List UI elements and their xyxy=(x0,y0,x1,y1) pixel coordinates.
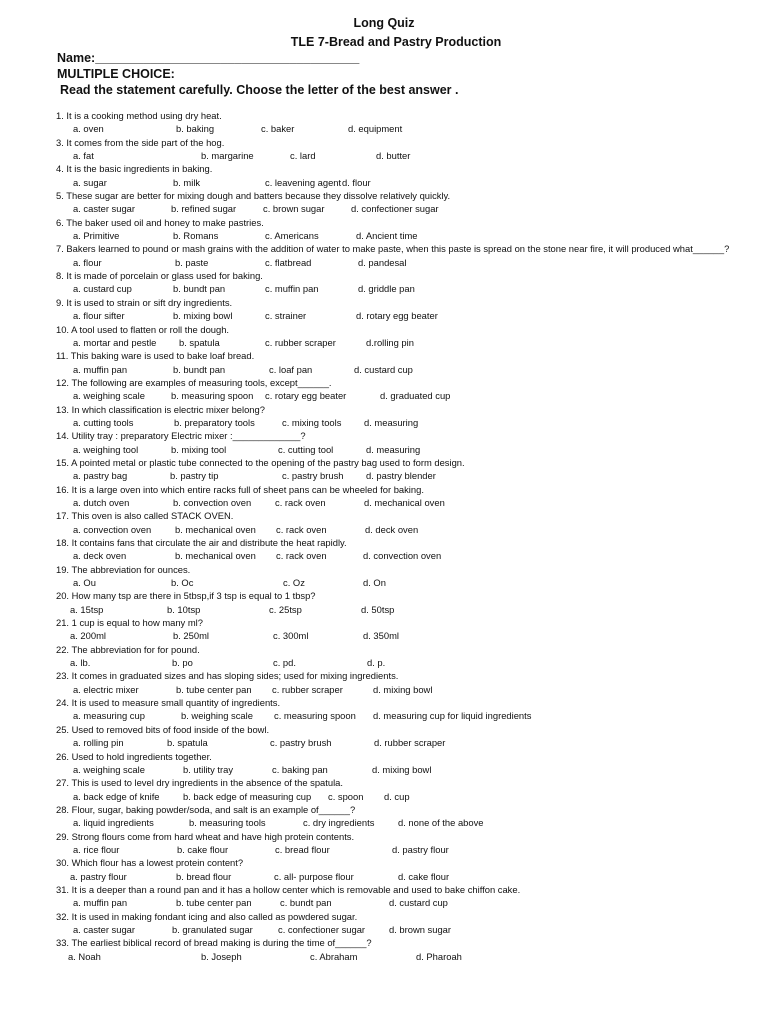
question-text: 20. How many tsp are there in 5tbsp,if 3 tsp is equal to 1 tbsp? xyxy=(56,590,316,602)
answer-option: a. weighing tool xyxy=(73,443,139,455)
question-text: 11. This baking ware is used to bake loaf bread. xyxy=(56,350,255,362)
answer-options xyxy=(56,229,756,242)
question-text: 27. This is used to level dry ingredients in the absence of the spatula. xyxy=(56,777,343,789)
page-title: Long Quiz xyxy=(353,16,415,30)
answer-option: c. Abraham xyxy=(310,950,358,962)
answer-option: a. liquid ingredients xyxy=(73,817,154,829)
answer-option: d. 350ml xyxy=(363,630,399,642)
answer-option: c. 300ml xyxy=(273,630,309,642)
answer-option: d. equipment xyxy=(348,123,403,135)
answer-option: d. rubber scraper xyxy=(374,737,446,749)
answer-option: d. On xyxy=(363,577,386,589)
answer-option: d. Pharoah xyxy=(416,950,462,962)
answer-option: b. mixing bowl xyxy=(173,310,233,322)
answer-option: d. custard cup xyxy=(354,363,413,375)
answer-option: c. confectioner sugar xyxy=(278,923,366,935)
answer-option: b. spatula xyxy=(167,737,208,749)
answer-option: a. electric mixer xyxy=(73,683,139,695)
answer-options xyxy=(56,149,756,162)
answer-option: b. Romans xyxy=(173,230,219,242)
answer-option: b. Joseph xyxy=(201,950,242,962)
answer-option: c. 25tsp xyxy=(269,603,302,615)
answer-options xyxy=(56,603,756,616)
answer-option: a. Noah xyxy=(68,950,101,962)
answer-option: d. measuring cup for liquid ingredients xyxy=(373,710,532,722)
answer-options xyxy=(56,763,756,776)
question-text: 32. It is used in making fondant icing and also called as powdered sugar. xyxy=(56,910,358,922)
answer-option: d. 50tsp xyxy=(361,603,395,615)
answer-option: b. pastry tip xyxy=(170,470,219,482)
answer-option: a. 200ml xyxy=(70,630,106,642)
answer-option: a. custard cup xyxy=(73,283,132,295)
question-text: 25. Used to removed bits of food inside of the bowl. xyxy=(56,723,270,735)
answer-options xyxy=(56,496,756,509)
question-text: 31. It is a deeper than a round pan and it has a hollow center which is removable and used to bake chiffon cake. xyxy=(56,883,521,895)
answer-options xyxy=(56,256,756,269)
answer-option: c. rack oven xyxy=(276,550,327,562)
answer-option: a. weighing scale xyxy=(73,763,145,775)
question-text: 15. A pointed metal or plastic tube connected to the opening of the pastry bag used to form design. xyxy=(56,456,465,468)
question-text: 19. The abbreviation for ounces. xyxy=(56,563,191,575)
page-subtitle: TLE 7-Bread and Pastry Production xyxy=(290,35,502,49)
answer-option: d. custard cup xyxy=(389,897,448,909)
question-text: 26. Used to hold ingredients together. xyxy=(56,750,212,762)
answer-option: b. back edge of measuring cup xyxy=(183,790,312,802)
answer-option: c. rotary egg beater xyxy=(265,390,347,402)
answer-option: b. measuring tools xyxy=(189,817,266,829)
question-text: 23. It comes in graduated sizes and has sloping sides; used for mixing ingredients. xyxy=(56,670,399,682)
name-field: Name:______________________________________ xyxy=(57,51,360,65)
question-text: 12. The following are examples of measuring tools, except______. xyxy=(56,376,332,388)
question-text: 1. It is a cooking method using dry heat. xyxy=(56,110,222,121)
answer-option: b. utility tray xyxy=(183,763,234,775)
answer-options xyxy=(56,122,756,135)
answer-option: b. measuring spoon xyxy=(171,390,254,402)
answer-option: d. cake flour xyxy=(398,870,450,882)
answer-option: d. Ancient time xyxy=(356,230,418,242)
answer-option: c. baking pan xyxy=(272,763,328,775)
answer-option: a. muffin pan xyxy=(73,897,128,909)
answer-options xyxy=(56,309,756,322)
answer-option: c. spoon xyxy=(328,790,364,802)
answer-option: a. Ou xyxy=(73,577,96,589)
answer-option: d. mixing bowl xyxy=(373,683,433,695)
answer-option: a. rice flour xyxy=(73,843,120,855)
answer-option: c. all- purpose flour xyxy=(274,870,354,882)
answer-option: d. pastry blender xyxy=(366,470,436,482)
answer-option: b. 10tsp xyxy=(167,603,201,615)
answer-option: c. bundt pan xyxy=(280,897,332,909)
answer-option: a. deck oven xyxy=(73,550,127,562)
answer-options xyxy=(56,389,756,402)
answer-option: a. muffin pan xyxy=(73,363,128,375)
question-text: 28. Flour, sugar, baking powder/soda, and salt is an example of______? xyxy=(56,803,356,815)
question-text: 22. The abbreviation for for pound. xyxy=(56,643,200,655)
answer-option: a. caster sugar xyxy=(73,923,136,935)
answer-options xyxy=(56,469,756,482)
answer-option: c. rubber scraper xyxy=(265,336,336,348)
answer-option: a. flour sifter xyxy=(73,310,125,322)
answer-option: a. weighing scale xyxy=(73,390,145,402)
answer-options xyxy=(56,790,756,803)
answer-option: c. flatbread xyxy=(265,256,312,268)
answer-option: c. bread flour xyxy=(275,843,330,855)
answer-options xyxy=(56,282,756,295)
answer-option: b. refined sugar xyxy=(171,203,237,215)
answer-option: c. baker xyxy=(261,123,295,135)
answer-option: c. lard xyxy=(290,150,316,162)
answer-option: a. 15tsp xyxy=(70,603,104,615)
answer-options xyxy=(56,549,756,562)
answer-options xyxy=(56,896,756,909)
answer-option: d. rotary egg beater xyxy=(356,310,438,322)
question-text: 21. 1 cup is equal to how many ml? xyxy=(56,617,203,629)
answer-options xyxy=(56,683,756,696)
answer-options xyxy=(56,709,756,722)
answer-option: b. milk xyxy=(173,176,201,188)
instructions: Read the statement carefully. Choose the letter of the best answer . xyxy=(60,83,459,97)
answer-options xyxy=(56,843,756,856)
question-text: 30. Which flour has a lowest protein content? xyxy=(56,857,244,869)
answer-option: d. butter xyxy=(376,150,411,162)
answer-option: d.rolling pin xyxy=(366,336,414,348)
answer-option: c. Americans xyxy=(265,230,319,242)
answer-option: a. measuring cup xyxy=(73,710,145,722)
question-text: 24. It is used to measure small quantity of ingredients. xyxy=(56,697,281,709)
answer-option: b. 250ml xyxy=(173,630,209,642)
answer-option: a. fat xyxy=(73,150,94,162)
answer-option: d. convection oven xyxy=(363,550,442,562)
question-text: 10. A tool used to flatten or roll the dough. xyxy=(56,323,230,335)
answer-option: d. pandesal xyxy=(358,256,407,268)
answer-option: b. tube center pan xyxy=(176,897,252,909)
answer-options xyxy=(56,736,756,749)
answer-options xyxy=(56,950,756,963)
answer-option: b. baking xyxy=(176,123,215,135)
answer-option: d. none of the above xyxy=(398,817,484,829)
answer-option: d. p. xyxy=(367,657,386,669)
question-text: 17. This oven is also called STACK OVEN. xyxy=(56,510,234,522)
answer-options xyxy=(56,629,756,642)
answer-option: c. mixing tools xyxy=(282,416,342,428)
answer-option: b. paste xyxy=(175,256,209,268)
answer-option: a. convection oven xyxy=(73,523,152,535)
answer-option: a. cutting tools xyxy=(73,416,134,428)
answer-options xyxy=(56,176,756,189)
answer-option: b. bread flour xyxy=(176,870,232,882)
answer-option: a. dutch oven xyxy=(73,496,130,508)
answer-option: d. measuring xyxy=(366,443,421,455)
answer-option: c. measuring spoon xyxy=(274,710,356,722)
answer-option: a. sugar xyxy=(73,176,107,188)
question-text: 7. Bakers learned to pound or mash grains with the addition of water to make paste, when this paste is spread on the stone near fire, it will produced what______? xyxy=(56,243,730,255)
answer-option: b. margarine xyxy=(201,150,254,162)
answer-option: c. pd. xyxy=(273,657,296,669)
question-text: 9. It is used to strain or sift dry ingredients. xyxy=(56,296,233,308)
answer-options xyxy=(56,576,756,589)
answer-option: c. muffin pan xyxy=(265,283,319,295)
answer-option: d. deck oven xyxy=(365,523,419,535)
question-text: 5. These sugar are better for mixing dough and batters because they dissolve relatively quickly. xyxy=(56,190,451,202)
question-text: 13. In which classification is electric mixer belong? xyxy=(56,403,265,415)
answer-option: a. oven xyxy=(73,123,104,135)
answer-option: a. caster sugar xyxy=(73,203,136,215)
answer-option: c. dry ingredients xyxy=(303,817,375,829)
answer-option: b. bundt pan xyxy=(173,283,226,295)
answer-option: d. confectioner sugar xyxy=(351,203,439,215)
answer-option: c. pastry brush xyxy=(282,470,344,482)
answer-options xyxy=(56,816,756,829)
answer-options xyxy=(56,363,756,376)
answer-option: c. pastry brush xyxy=(270,737,332,749)
answer-option: c. loaf pan xyxy=(269,363,313,375)
answer-option: a. pastry flour xyxy=(70,870,127,882)
answer-option: d. flour xyxy=(342,176,371,188)
answer-options xyxy=(56,416,756,429)
answer-option: d. measuring xyxy=(364,416,419,428)
answer-option: b. mechanical oven xyxy=(175,523,256,535)
question-list xyxy=(56,109,756,963)
answer-option: a. pastry bag xyxy=(73,470,128,482)
answer-option: c. rubber scraper xyxy=(272,683,343,695)
answer-option: a. Primitive xyxy=(73,230,120,242)
question-text: 6. The baker used oil and honey to make pastries. xyxy=(56,216,264,228)
answer-option: d. brown sugar xyxy=(389,923,452,935)
section-title: MULTIPLE CHOICE: xyxy=(57,67,175,81)
question-text: 4. It is the basic ingredients in baking. xyxy=(56,163,213,175)
answer-option: b. po xyxy=(172,657,193,669)
answer-option: b. cake flour xyxy=(177,843,229,855)
answer-options xyxy=(56,870,756,883)
answer-option: c. cutting tool xyxy=(278,443,334,455)
question-text: 14. Utility tray : preparatory Electric mixer :_____________? xyxy=(56,430,306,442)
answer-option: b. tube center pan xyxy=(176,683,252,695)
question-text: 33. The earliest biblical record of bread making is during the time of______? xyxy=(56,937,372,949)
answer-option: b. granulated sugar xyxy=(172,923,253,935)
answer-option: c. rack oven xyxy=(276,523,327,535)
answer-options xyxy=(56,656,756,669)
answer-option: b. convection oven xyxy=(173,496,252,508)
answer-option: d. mixing bowl xyxy=(372,763,432,775)
answer-option: d. griddle pan xyxy=(358,283,415,295)
answer-option: b. mixing tool xyxy=(171,443,227,455)
question-text: 29. Strong flours come from hard wheat and have high protein contents. xyxy=(56,830,355,842)
answer-option: a. flour xyxy=(73,256,102,268)
answer-option: c. Oz xyxy=(283,577,305,589)
answer-options xyxy=(56,923,756,936)
answer-option: b. Oc xyxy=(171,577,194,589)
answer-option: b. weighing scale xyxy=(181,710,253,722)
answer-options xyxy=(56,443,756,456)
answer-option: c. strainer xyxy=(265,310,307,322)
answer-option: a. lb. xyxy=(70,657,91,669)
answer-options xyxy=(56,523,756,536)
answer-option: b. mechanical oven xyxy=(175,550,256,562)
answer-option: a. mortar and pestle xyxy=(73,336,157,348)
answer-option: b. spatula xyxy=(179,336,220,348)
answer-option: b. preparatory tools xyxy=(174,416,255,428)
question-text: 3. It comes from the side part of the hog. xyxy=(56,136,225,148)
answer-option: a. rolling pin xyxy=(73,737,124,749)
answer-option: c. rack oven xyxy=(275,496,326,508)
answer-option: b. bundt pan xyxy=(173,363,226,375)
answer-option: c. leavening agent xyxy=(265,176,342,188)
answer-option: d. cup xyxy=(384,790,410,802)
question-text: 18. It contains fans that circulate the air and distribute the heat rapidly. xyxy=(56,537,347,548)
question-text: 8. It is made of porcelain or glass used for baking. xyxy=(56,270,263,282)
answer-options xyxy=(56,202,756,215)
answer-options xyxy=(56,336,756,349)
answer-option: d. graduated cup xyxy=(380,390,451,402)
answer-option: d. mechanical oven xyxy=(364,496,445,508)
answer-option: d. pastry flour xyxy=(392,843,449,855)
answer-option: a. back edge of knife xyxy=(73,790,160,802)
question-text: 16. It is a large oven into which entire racks full of sheet pans can be wheeled for baking. xyxy=(56,483,424,495)
answer-option: c. brown sugar xyxy=(263,203,325,215)
